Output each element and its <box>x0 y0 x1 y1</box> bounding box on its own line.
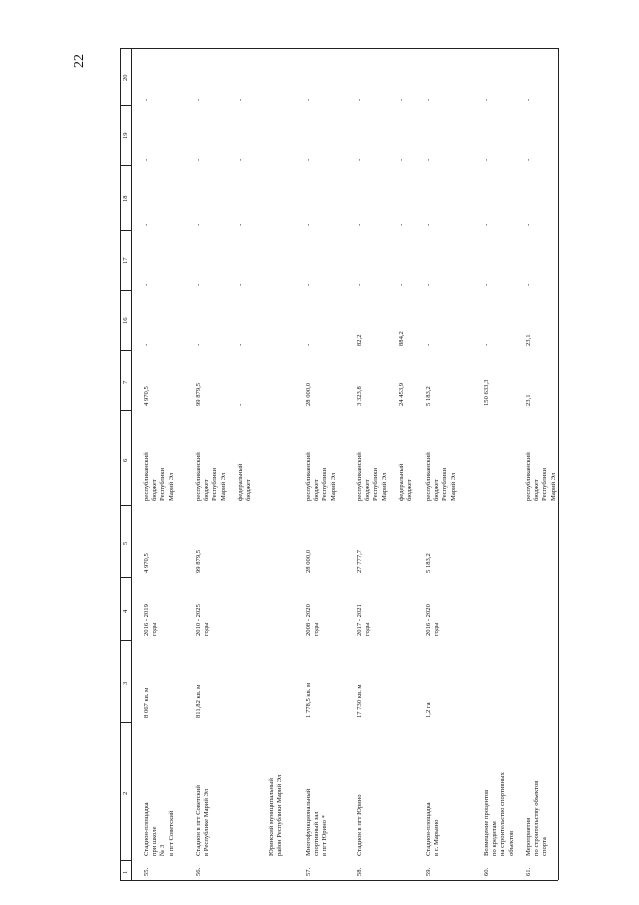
table-cell: республиканский бюджет Республики Марий Эл <box>195 452 227 501</box>
column-number: 18 <box>122 194 129 202</box>
table-cell: 5 183,2 <box>425 553 432 573</box>
table-cell: 99 879,5 <box>195 549 202 573</box>
column-number: 2 <box>122 791 129 795</box>
table-cell: 884,2 <box>398 331 405 346</box>
page-number: 22 <box>72 54 87 68</box>
column-number: 4 <box>122 609 129 613</box>
table-cell: - <box>143 98 150 101</box>
table-cell: - <box>356 98 363 101</box>
table-cell: - <box>525 98 532 101</box>
table-cell: 2010 - 2025 годы <box>195 604 211 636</box>
column-divider <box>120 860 131 861</box>
table-cell: - <box>195 158 202 161</box>
table-cell: - <box>483 158 490 161</box>
table-cell: 2017 - 2021 годы <box>356 604 372 636</box>
table-cell: 4 970,5 <box>143 553 150 573</box>
table-cell: - <box>483 98 490 101</box>
column-divider <box>120 722 131 723</box>
table-cell: - <box>195 283 202 286</box>
column-number: 3 <box>122 681 129 685</box>
column-number: 7 <box>122 380 129 384</box>
table-cell: - <box>483 283 490 286</box>
table-cell: 2008 - 2020 годы <box>305 604 321 636</box>
column-number: 6 <box>122 458 129 462</box>
header-border <box>131 48 132 880</box>
table-cell: 23,1 <box>525 394 532 406</box>
table-cell: - <box>398 223 405 226</box>
table-cell: 2016 - 2020 годы <box>425 604 441 636</box>
table-cell: - <box>237 223 244 226</box>
table-cell: - <box>305 158 312 161</box>
table-cell: 27 777,7 <box>356 549 363 573</box>
table-cell: 82,2 <box>356 334 363 346</box>
table-cell: - <box>356 223 363 226</box>
table-cell: 3 323,8 <box>356 386 363 406</box>
table-cell: - <box>356 283 363 286</box>
table-cell: - <box>237 283 244 286</box>
table-cell: - <box>143 343 150 346</box>
table-cell: 2016 - 2019 годы <box>143 604 159 636</box>
table-cell: - <box>143 158 150 161</box>
table-cell: 61. <box>525 867 532 876</box>
table-cell: - <box>237 343 244 346</box>
table-cell: - <box>525 223 532 226</box>
table-cell: - <box>305 98 312 101</box>
table-border-top <box>120 48 558 49</box>
table-cell: республиканский бюджет Республики Марий Эл <box>143 452 175 501</box>
table-cell: - <box>525 158 532 161</box>
table-cell: - <box>237 158 244 161</box>
table-cell: 1 778,5 кв. м <box>305 682 312 718</box>
table-cell: - <box>483 343 490 346</box>
table-cell: - <box>195 223 202 226</box>
table-cell: 60. <box>483 867 490 876</box>
table-cell: - <box>425 223 432 226</box>
table-cell: 5 183,2 <box>425 386 432 406</box>
table-border-left <box>120 48 121 880</box>
column-divider <box>120 410 131 411</box>
table-cell: Юринский муниципальный район Республики Марий Эл <box>268 774 284 856</box>
table-cell: федеральный бюджет <box>398 463 414 501</box>
column-divider <box>120 350 131 351</box>
table-cell: республиканский бюджет Республики Марий Эл <box>425 452 457 501</box>
table-cell: - <box>425 98 432 101</box>
table-border-bottom <box>120 880 558 881</box>
table-cell: - <box>356 158 363 161</box>
column-divider <box>120 230 131 231</box>
table-cell: - <box>425 283 432 286</box>
table-cell: 57. <box>305 867 312 876</box>
table-cell: республиканский бюджет Республики Марий Эл <box>525 452 557 501</box>
column-number: 20 <box>122 73 129 81</box>
table-cell: республиканский бюджет Республики Марий Эл <box>305 452 337 501</box>
table-cell: Стадион-площадка при школе № 3 в пгт Советский <box>143 802 175 856</box>
table-cell: 28 000,0 <box>305 382 312 406</box>
table-cell: 1,2 га <box>425 702 432 718</box>
table-cell: - <box>425 343 432 346</box>
column-divider <box>120 290 131 291</box>
table-cell: - <box>525 283 532 286</box>
table-cell: - <box>143 283 150 286</box>
column-number: 16 <box>122 317 129 324</box>
table-cell: Стадион-площадка в с. Марьино <box>425 802 441 856</box>
table-cell: 811,82 кв. м <box>195 684 202 718</box>
table-cell: - <box>483 223 490 226</box>
table-cell: - <box>398 283 405 286</box>
column-divider <box>120 577 131 578</box>
column-divider <box>120 165 131 166</box>
table-cell: 4 970,5 <box>143 386 150 406</box>
table-cell: 55. <box>143 867 150 876</box>
table-cell: 23,1 <box>525 334 532 346</box>
table-cell: Возмещение процентов по кредитам на строительство спортивных объектов <box>483 772 515 856</box>
table-cell: - <box>195 98 202 101</box>
table-cell: - <box>305 223 312 226</box>
table-cell: - <box>305 343 312 346</box>
table-cell: Мероприятия по строительству объектов спорта <box>525 780 549 856</box>
table-cell: 99 879,5 <box>195 382 202 406</box>
table-cell: федеральный бюджет <box>237 463 253 501</box>
table-cell: - <box>237 403 244 406</box>
table-cell: - <box>237 98 244 101</box>
column-number: 19 <box>122 132 129 139</box>
table-cell: 28 000,0 <box>305 549 312 573</box>
column-number: 17 <box>122 257 129 264</box>
column-divider <box>120 640 131 641</box>
column-divider <box>120 505 131 506</box>
column-number: 1 <box>122 870 129 874</box>
table-cell: 59. <box>425 867 432 876</box>
table-cell: - <box>425 158 432 161</box>
column-divider <box>120 105 131 106</box>
table-cell: 150 633,3 <box>483 379 490 406</box>
table-cell: - <box>305 283 312 286</box>
table-cell: Стадион в пгт Советский в Республике Марий Эл <box>195 785 211 856</box>
table-cell: 56. <box>195 867 202 876</box>
column-number: 5 <box>122 541 129 545</box>
table-cell: Стадион в пгт Юрино <box>356 794 363 856</box>
table-cell: 24 453,9 <box>398 382 405 406</box>
table-border-right <box>558 48 559 880</box>
table-cell: республиканский бюджет Республики Марий Эл <box>356 452 388 501</box>
table-cell: Многофункциональный спортивный зал в пгт Юрино * <box>305 788 329 856</box>
table-cell: - <box>398 98 405 101</box>
table-cell: 58. <box>356 867 363 876</box>
table-cell: 8 067 кв. м <box>143 687 150 718</box>
table-cell: - <box>195 343 202 346</box>
table-cell: 17 730 кв. м <box>356 684 363 718</box>
table-cell: - <box>143 223 150 226</box>
table-cell: - <box>398 158 405 161</box>
